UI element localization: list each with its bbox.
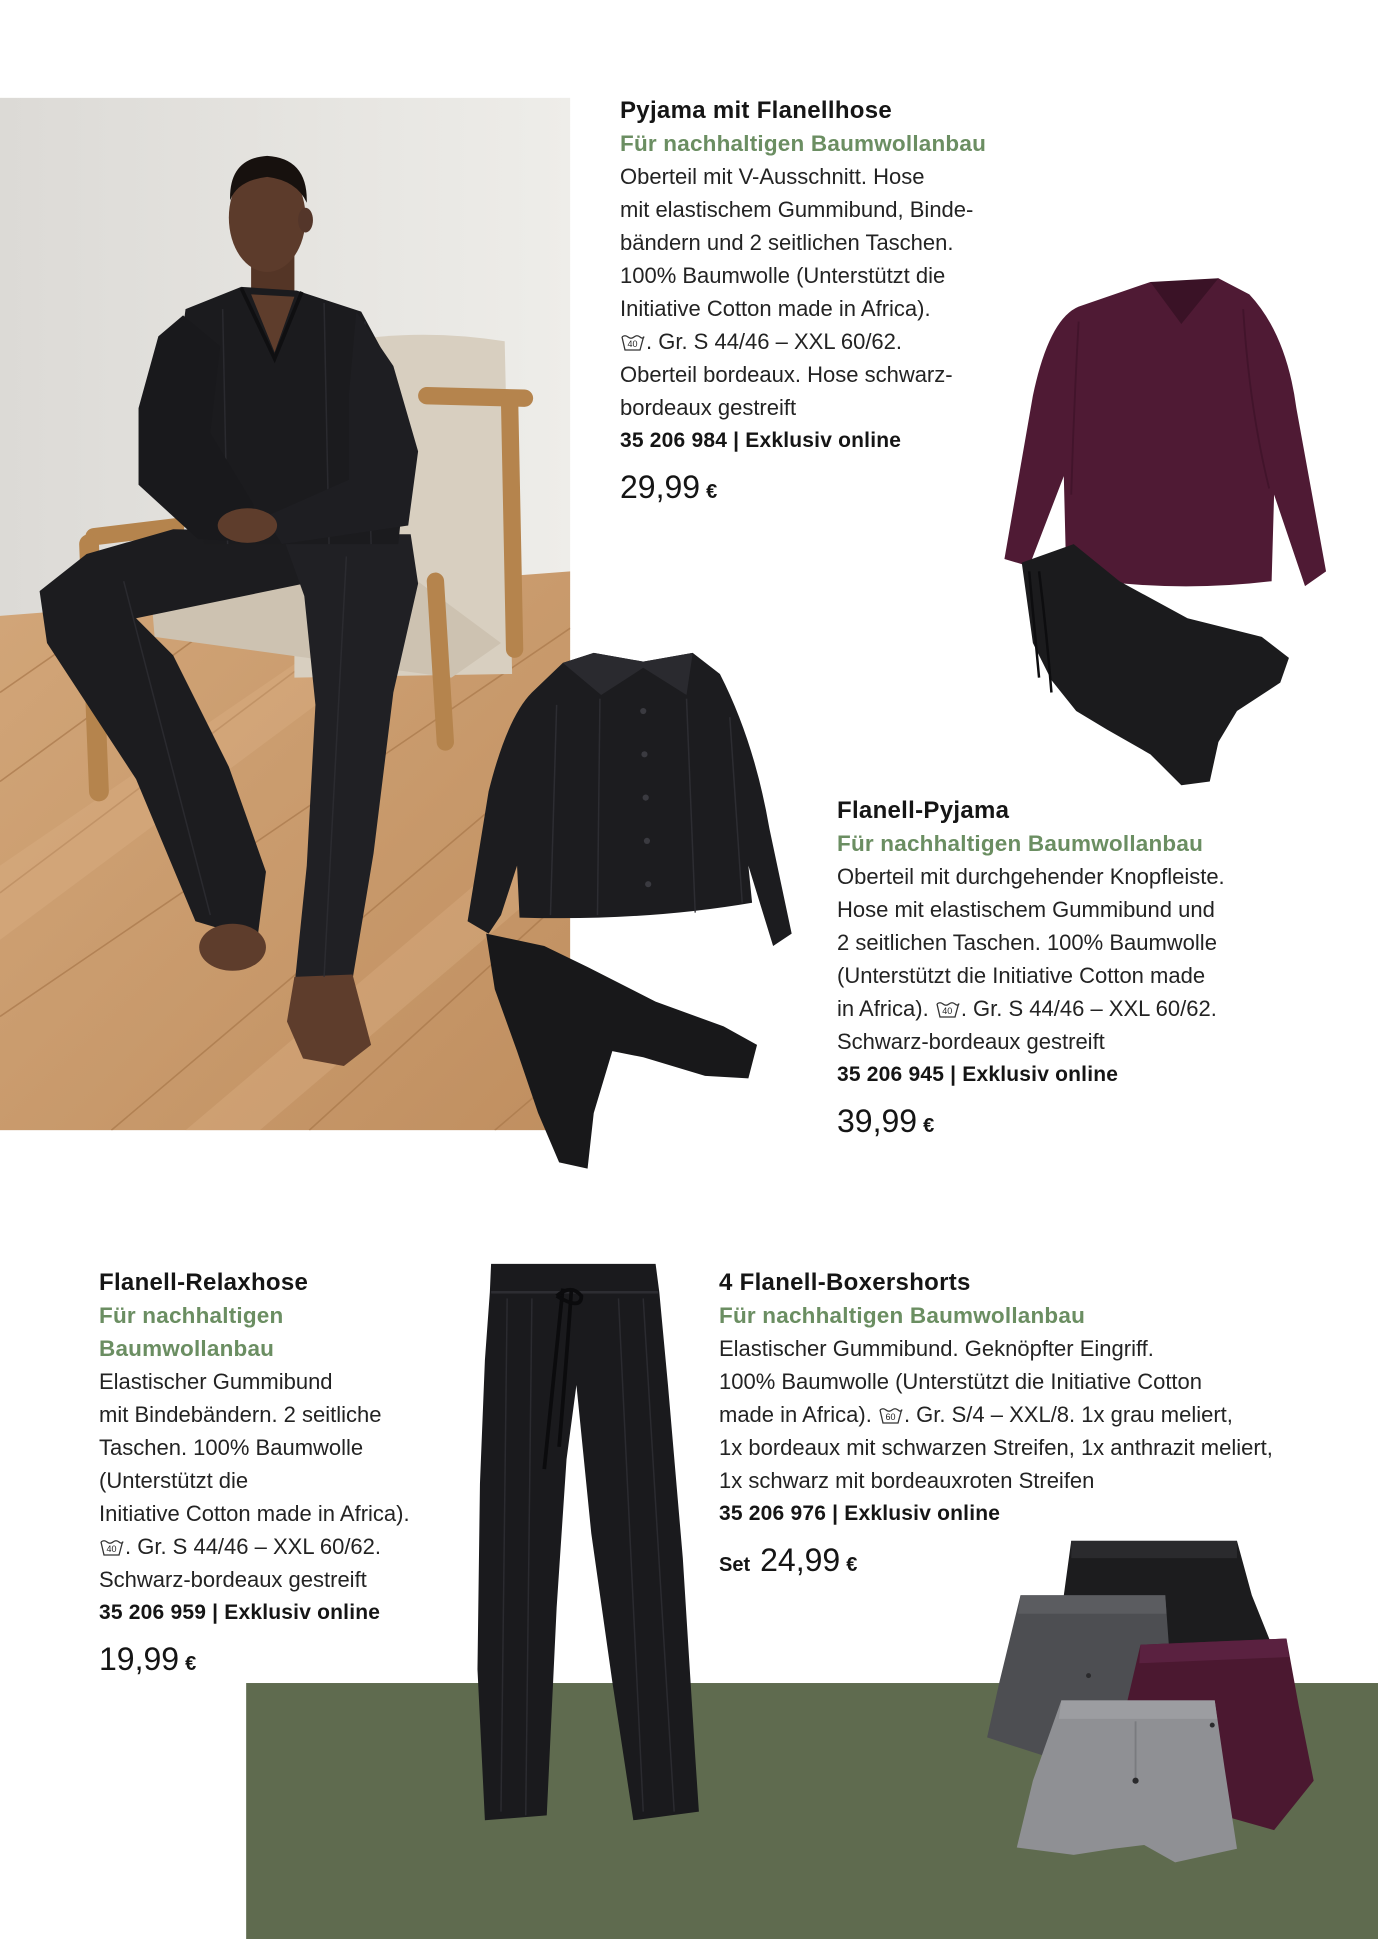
product-description-line: Elastischer Gummibund [99, 1369, 333, 1394]
product-flanell-pyjama [837, 794, 1225, 1146]
model-hands [218, 508, 277, 543]
care-line-sizes: . Gr. S 44/46 – XXL 60/62. [646, 329, 903, 354]
product-flanell-boxershorts [719, 1266, 1273, 1585]
product-subtitle: Baumwollanbau [99, 1336, 275, 1361]
product-care-line [837, 992, 1225, 1025]
product-description-line: Initiative Cotton made in Africa). [99, 1501, 410, 1526]
product-description-line: bordeaux gestreift [620, 395, 797, 420]
price-row [719, 1540, 1273, 1585]
pyjama-pants [486, 934, 757, 1169]
product-care-line [99, 1530, 410, 1563]
product-description-line: Initiative Cotton made in Africa). [620, 296, 931, 321]
article-number: 35 206 945 | Exklusiv online [837, 1063, 1119, 1086]
product-description-line: (Unterstützt die Initiative Cotton made [837, 963, 1206, 988]
model-photo [0, 98, 570, 1131]
product-subtitle: Für nachhaltigen Baumwollanbau [719, 1303, 1086, 1328]
wash-tub-icon [99, 1536, 124, 1557]
price: 24,99 [760, 1542, 841, 1578]
product-description-line: bändern und 2 seitlichen Taschen. [620, 230, 954, 255]
currency: € [185, 1653, 197, 1675]
currency: € [846, 1554, 858, 1576]
product-description-line: 100% Baumwolle (Unterstützt die [620, 263, 946, 288]
product-description-line: Schwarz-bordeaux gestreift [837, 1029, 1105, 1054]
product-description-line: mit elastischem Gummibund, Binde- [620, 197, 974, 222]
product-description-line: Hose mit elastischem Gummibund und [837, 897, 1215, 922]
product-flanell-relaxhose [99, 1266, 410, 1684]
price-prefix: Set [719, 1554, 751, 1576]
product-subtitle: Für nachhaltigen [99, 1303, 284, 1328]
product-description-line: 2 seitlichen Taschen. 100% Baumwolle [837, 930, 1217, 955]
care-line-sizes: . Gr. S 44/46 – XXL 60/62. [960, 996, 1217, 1021]
price-row [620, 467, 986, 512]
wash-temperature: 60 [885, 1412, 896, 1422]
product-description-line: 1x schwarz mit bordeauxroten Streifen [719, 1468, 1095, 1493]
wash-tub-icon [878, 1404, 903, 1425]
wash-temperature: 40 [627, 339, 638, 349]
care-line-prefix: in Africa). [837, 996, 935, 1021]
price: 39,99 [837, 1103, 918, 1139]
product-description-line: Oberteil mit durchgehender Knopfleiste. [837, 864, 1225, 889]
price-row [99, 1639, 410, 1684]
product-care-line [719, 1398, 1273, 1431]
care-line-sizes: . Gr. S 44/46 – XXL 60/62. [125, 1534, 382, 1559]
product-care-line [620, 325, 986, 358]
product-description-line: (Unterstützt die [99, 1468, 249, 1493]
product-description-line: Oberteil mit V-Ausschnitt. Hose [620, 164, 925, 189]
bordeaux-pyjama-image [1004, 278, 1326, 785]
currency: € [706, 481, 718, 503]
wash-tub-icon [620, 331, 645, 352]
care-line-prefix: made in Africa). [719, 1402, 878, 1427]
product-subtitle: Für nachhaltigen Baumwollanbau [620, 131, 987, 156]
article-number: 35 206 984 | Exklusiv online [620, 429, 902, 452]
article-number: 35 206 976 | Exklusiv online [719, 1502, 1001, 1525]
wash-temperature: 40 [942, 1006, 953, 1016]
product-pyjama-flanellhose [620, 94, 986, 512]
price: 29,99 [620, 469, 701, 505]
wash-tub-icon [935, 998, 960, 1019]
bordeaux-top [1004, 278, 1326, 586]
product-description-line: 1x bordeaux mit schwarzen Streifen, 1x anthrazit meliert, [719, 1435, 1273, 1460]
product-title: Flanell-Relaxhose [99, 1269, 309, 1296]
product-description-line: Oberteil bordeaux. Hose schwarz- [620, 362, 953, 387]
product-subtitle: Für nachhaltigen Baumwollanbau [837, 831, 1204, 856]
product-title: Flanell-Pyjama [837, 797, 1010, 824]
price: 19,99 [99, 1641, 180, 1677]
product-description-line: Elastischer Gummibund. Geknöpfter Eingriff. [719, 1336, 1154, 1361]
boxershorts-image [987, 1541, 1314, 1863]
product-description-line: Schwarz-bordeaux gestreift [99, 1567, 367, 1592]
product-description-line: mit Bindebändern. 2 seitliche [99, 1402, 382, 1427]
care-line-sizes: . Gr. S/4 – XXL/8. 1x grau meliert, [903, 1402, 1233, 1427]
price-row [837, 1101, 1225, 1146]
wash-temperature: 40 [106, 1544, 117, 1554]
product-title: 4 Flanell-Boxershorts [719, 1269, 971, 1296]
model-left-foot [199, 924, 266, 971]
article-number: 35 206 959 | Exklusiv online [99, 1601, 381, 1624]
product-description-line: 100% Baumwolle (Unterstützt die Initiative Cotton [719, 1369, 1203, 1394]
product-title: Pyjama mit Flanellhose [620, 97, 893, 124]
product-description-line: Taschen. 100% Baumwolle [99, 1435, 364, 1460]
currency: € [923, 1115, 935, 1137]
